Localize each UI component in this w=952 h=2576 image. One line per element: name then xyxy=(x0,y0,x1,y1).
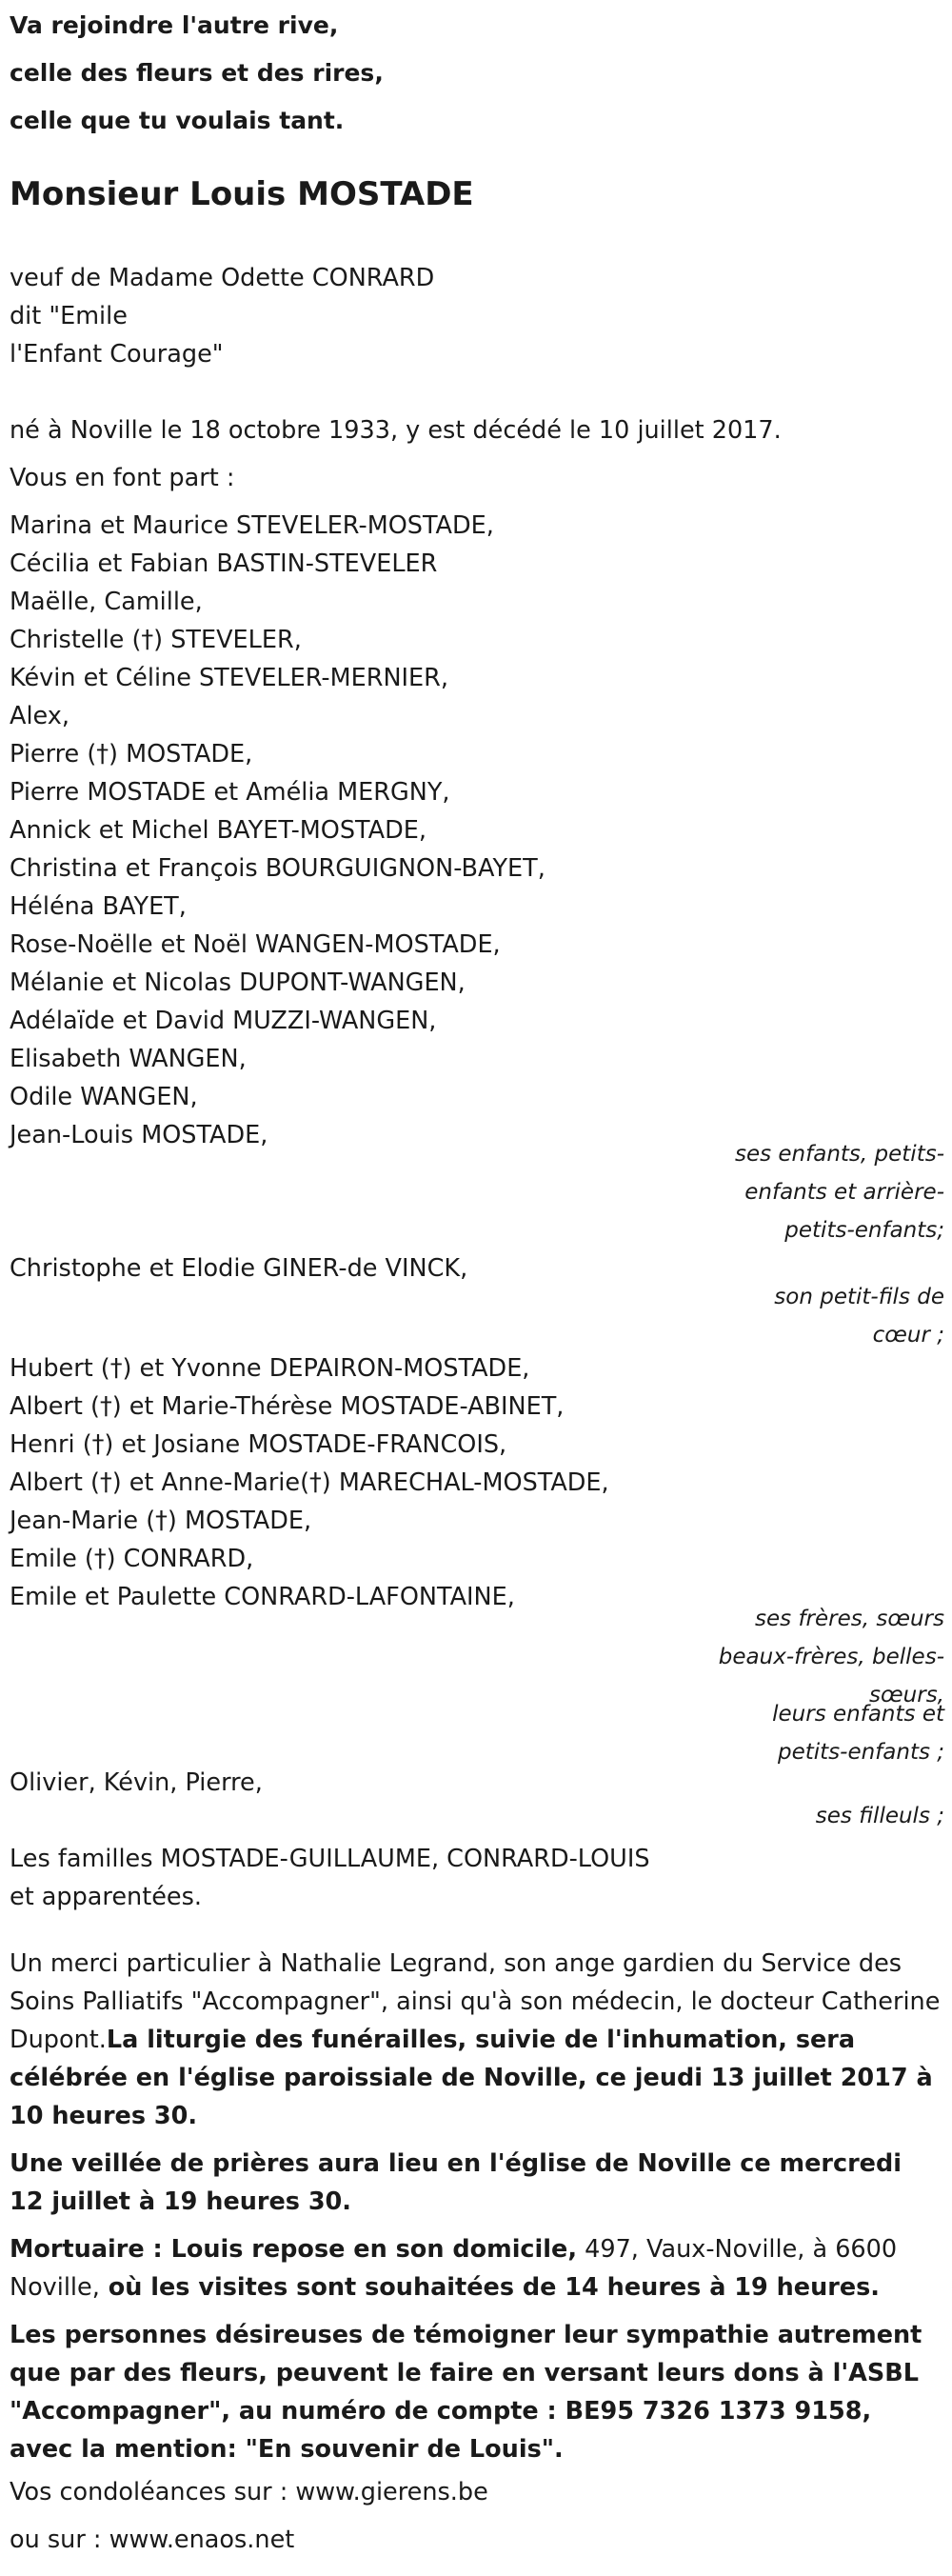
label-line: leurs enfants et xyxy=(772,1702,944,1727)
label-godchildren: ses filleuls ; xyxy=(815,1804,944,1828)
family-member-line: Albert (†) et Marie-Thérèse MOSTADE-ABINET, xyxy=(10,1392,565,1421)
families-line: Les familles MOSTADE-GUILLAUME, CONRARD-LOUIS xyxy=(10,1845,650,1873)
family-member-line: Odile WANGEN, xyxy=(10,1083,198,1111)
family-member-line: Emile et Paulette CONRARD-LAFONTAINE, xyxy=(10,1583,515,1611)
poem-line: Va rejoindre l'autre rive, xyxy=(10,11,339,39)
intro-block xyxy=(10,259,434,373)
thanks-paragraph xyxy=(10,1945,942,2135)
label-heart-grandson xyxy=(774,1278,944,1354)
family-member-line: Rose-Noëlle et Noël WANGEN-MOSTADE, xyxy=(10,930,501,959)
family-member-line: Pierre MOSTADE et Amélia MERGNY, xyxy=(10,778,450,807)
family-member-line: Jean-Louis MOSTADE, xyxy=(10,1121,268,1149)
families-line: et apparentées. xyxy=(10,1883,202,1911)
announce-line: Vous en font part : xyxy=(10,464,235,492)
family-member-line: Elisabeth WANGEN, xyxy=(10,1045,247,1073)
vigil-text: Une veillée de prières aura lieu en l'église de Noville ce mercredi 12 juillet à 19 heures 30. xyxy=(10,2149,902,2216)
poem-line: celle des fleurs et des rires, xyxy=(10,59,384,87)
label-siblings-children xyxy=(772,1695,944,1771)
family-godchildren: Olivier, Kévin, Pierre, xyxy=(10,1768,263,1797)
family-member-line: Emile (†) CONRARD, xyxy=(10,1545,254,1573)
intro-line: l'Enfant Courage" xyxy=(10,340,224,369)
vigil-paragraph xyxy=(10,2145,942,2221)
birth-death-line: né à Noville le 18 octobre 1933, y est décédé le 10 juillet 2017. xyxy=(10,416,782,445)
family-member-line: Hubert (†) et Yvonne DEPAIRON-MOSTADE, xyxy=(10,1354,530,1383)
label-line: petits-enfants ; xyxy=(777,1740,944,1765)
donations-paragraph xyxy=(10,2316,942,2468)
family-member-line: Henri (†) et Josiane MOSTADE-FRANCOIS, xyxy=(10,1430,507,1459)
family-list-children xyxy=(10,507,545,1154)
label-line: son petit-fils de xyxy=(774,1285,944,1309)
family-member-line: Marina et Maurice STEVELER-MOSTADE, xyxy=(10,511,494,540)
label-line: sœurs, xyxy=(869,1683,944,1707)
family-member-line: Maëlle, Camille, xyxy=(10,588,203,616)
family-member-line: Adélaïde et David MUZZI-WANGEN, xyxy=(10,1007,437,1035)
intro-line: veuf de Madame Odette CONRARD xyxy=(10,264,435,292)
label-children xyxy=(735,1135,944,1249)
family-member-line: Alex, xyxy=(10,702,69,730)
family-member-line: Héléna BAYET, xyxy=(10,892,187,921)
family-heart-grandson: Christophe et Elodie GINER-de VINCK, xyxy=(10,1254,468,1283)
label-line: cœur ; xyxy=(872,1323,944,1348)
intro-line: dit "Emile xyxy=(10,302,128,330)
mortuary-address: 497, Vaux-Noville, à 6600 Noville, xyxy=(10,2235,898,2302)
condolences-line-1: Vos condoléances sur : www.gierens.be xyxy=(10,2478,488,2506)
poem-line: celle que tu voulais tant. xyxy=(10,107,345,134)
funeral-liturgy-text: La liturgie des funérailles, suivie de l'inhumation, sera célébrée en l'église paroissiale de Noville, ce jeudi 13 juillet 2017 à 10 heures 30. xyxy=(10,2026,933,2130)
family-member-line: Mélanie et Nicolas DUPONT-WANGEN, xyxy=(10,968,466,997)
mortuary-label: Mortuaire : Louis repose en son domicile, xyxy=(10,2235,578,2264)
family-member-line: Pierre (†) MOSTADE, xyxy=(10,740,253,769)
mortuary-paragraph xyxy=(10,2230,942,2306)
label-line: enfants et arrière- xyxy=(744,1180,944,1205)
thanks-text: Un merci particulier à Nathalie Legrand, son ange gardien du Service des Soins Palliatifs "Accompagner", ainsi qu'à son médecin, le docteur Catherine Dupont. xyxy=(10,1949,941,2054)
family-member-line: Kévin et Céline STEVELER-MERNIER, xyxy=(10,664,448,692)
families-block xyxy=(10,1840,650,1916)
family-member-line: Cécilia et Fabian BASTIN-STEVELER xyxy=(10,549,438,578)
donations-text: Les personnes désireuses de témoigner leur sympathie autrement que par des fleurs, peuvent le faire en versant leurs dons à l'ASBL "Accompagner", au numéro de compte : BE95 7326 1373 9158, avec la mention: "En souvenir de Louis". xyxy=(10,2321,922,2464)
family-member-line: Annick et Michel BAYET-MOSTADE, xyxy=(10,816,426,845)
family-member-line: Albert (†) et Anne-Marie(†) MARECHAL-MOSTADE, xyxy=(10,1468,609,1497)
deceased-name-title: Monsieur Louis MOSTADE xyxy=(10,175,474,213)
condolences-line-2: ou sur : www.enaos.net xyxy=(10,2526,295,2554)
poem xyxy=(10,2,384,145)
family-list-siblings xyxy=(10,1349,609,1616)
label-line: petits-enfants; xyxy=(784,1218,944,1243)
label-line: ses frères, sœurs xyxy=(755,1607,944,1631)
family-member-line: Christelle (†) STEVELER, xyxy=(10,626,302,654)
mortuary-visits: où les visites sont souhaitées de 14 heures à 19 heures. xyxy=(99,2273,880,2302)
family-member-line: Christina et François BOURGUIGNON-BAYET, xyxy=(10,854,545,883)
label-line: beaux-frères, belles- xyxy=(718,1645,944,1669)
label-line: ses enfants, petits- xyxy=(734,1142,944,1167)
family-member-line: Jean-Marie (†) MOSTADE, xyxy=(10,1507,312,1535)
